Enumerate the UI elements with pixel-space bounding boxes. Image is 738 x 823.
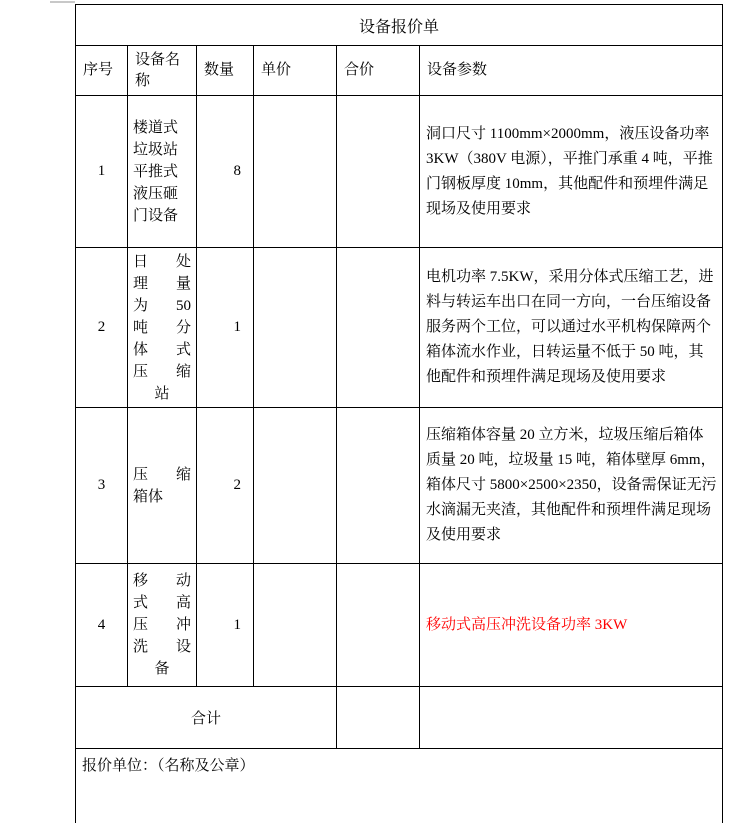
column-header-params: 设备参数 xyxy=(420,46,723,96)
cell-equipment-name xyxy=(128,96,197,248)
column-header-quantity: 数量 xyxy=(197,46,254,96)
equipment-name-line: 压 缩 xyxy=(133,363,191,380)
equipment-name-line: 洗 设 xyxy=(133,639,191,655)
equipment-name-line: 式 高 xyxy=(133,595,191,611)
equipment-name-line: 吨 分 xyxy=(133,319,191,336)
table-row xyxy=(76,564,723,687)
column-header-unit-price: 单价 xyxy=(254,46,337,96)
equipment-name-line: 箱体 xyxy=(133,488,164,505)
cell-serial: 4 xyxy=(76,564,128,687)
cell-quantity: 1 xyxy=(197,248,254,408)
equipment-name-line: 备 xyxy=(154,661,170,677)
cell-quantity: 2 xyxy=(197,408,254,564)
equipment-name-line: 为 50 xyxy=(133,297,191,314)
equipment-params-text: 压缩箱体容量 20 立方米，垃圾压缩后箱体质量 20 吨，垃圾量 15 吨，箱体壁厚 6mm，箱体尺寸 5800×2500×2350，设备需保证无污水滴漏无夹渣，其他配件和预埋件满足现场及使用要求 xyxy=(426,427,717,543)
cell-equipment-name xyxy=(128,248,197,408)
equipment-params-text: 移动式高压冲洗设备功率 3KW xyxy=(426,616,628,633)
equipment-name-line: 平推式 xyxy=(133,163,179,180)
cell-serial: 3 xyxy=(76,408,128,564)
cell-quantity: 1 xyxy=(197,564,254,687)
table-row xyxy=(76,96,723,248)
column-header-total-price: 合价 xyxy=(337,46,420,96)
table-row xyxy=(76,408,723,564)
equipment-name-line: 液压砸 xyxy=(133,185,179,202)
column-header-serial: 序号 xyxy=(76,46,128,96)
total-price-cell xyxy=(337,687,420,749)
cell-equipment-params xyxy=(420,248,723,408)
cell-total-price xyxy=(337,564,420,687)
cell-total-price xyxy=(337,96,420,248)
cell-total-price xyxy=(337,408,420,564)
stray-mark xyxy=(50,1,75,3)
cell-total-price xyxy=(337,248,420,408)
page-title: 设备报价单 xyxy=(76,5,723,46)
total-label: 合计 xyxy=(76,687,337,749)
total-row xyxy=(76,687,723,749)
column-header-name: 设备名称 xyxy=(128,46,197,96)
footer-row xyxy=(76,749,723,823)
equipment-name-line: 楼道式 xyxy=(133,119,179,136)
cell-quantity: 8 xyxy=(197,96,254,248)
cell-unit-price xyxy=(254,248,337,408)
cell-equipment-name xyxy=(128,564,197,687)
equipment-name-line: 垃圾站 xyxy=(133,141,179,158)
equipment-name-line: 日 处 xyxy=(133,253,191,270)
equipment-params-text: 电机功率 7.5KW，采用分体式压缩工艺，进料与转运车出口在同一方向，一台压缩设备服务两个工位，可以通过水平机构保障两个箱体流水作业，日转运量不低于 50 吨，其他配件和预埋件满足现场及使用要求 xyxy=(426,269,714,385)
cell-unit-price xyxy=(254,408,337,564)
equipment-params-text: 洞口尺寸 1100mm×2000mm，液压设备功率 3KW（380V 电源），平推门承重 4 吨，平推门钢板厚度 10mm，其他配件和预埋件满足现场及使用要求 xyxy=(426,125,713,217)
cell-equipment-params xyxy=(420,408,723,564)
header-row xyxy=(76,46,723,96)
table-body xyxy=(76,96,723,687)
equipment-name-line: 体 式 xyxy=(133,341,191,358)
equipment-name-line: 站 xyxy=(154,385,170,402)
cell-equipment-name xyxy=(128,408,197,564)
cell-equipment-params xyxy=(420,96,723,248)
equipment-name-line: 压 冲 xyxy=(133,617,191,633)
cell-serial: 2 xyxy=(76,248,128,408)
total-params-cell xyxy=(420,687,723,749)
title-row xyxy=(76,5,723,46)
equipment-name-line: 移 动 xyxy=(133,573,191,589)
cell-unit-price xyxy=(254,96,337,248)
quoting-entity-label: 报价单位：（名称及公章） xyxy=(76,749,723,823)
cell-serial: 1 xyxy=(76,96,128,248)
quotation-table xyxy=(75,4,723,823)
table-row xyxy=(76,248,723,408)
cell-equipment-params xyxy=(420,564,723,687)
cell-unit-price xyxy=(254,564,337,687)
equipment-name-line: 压 缩 xyxy=(133,466,191,483)
equipment-name-line: 理 量 xyxy=(133,275,191,292)
equipment-name-line: 门设备 xyxy=(133,207,179,224)
